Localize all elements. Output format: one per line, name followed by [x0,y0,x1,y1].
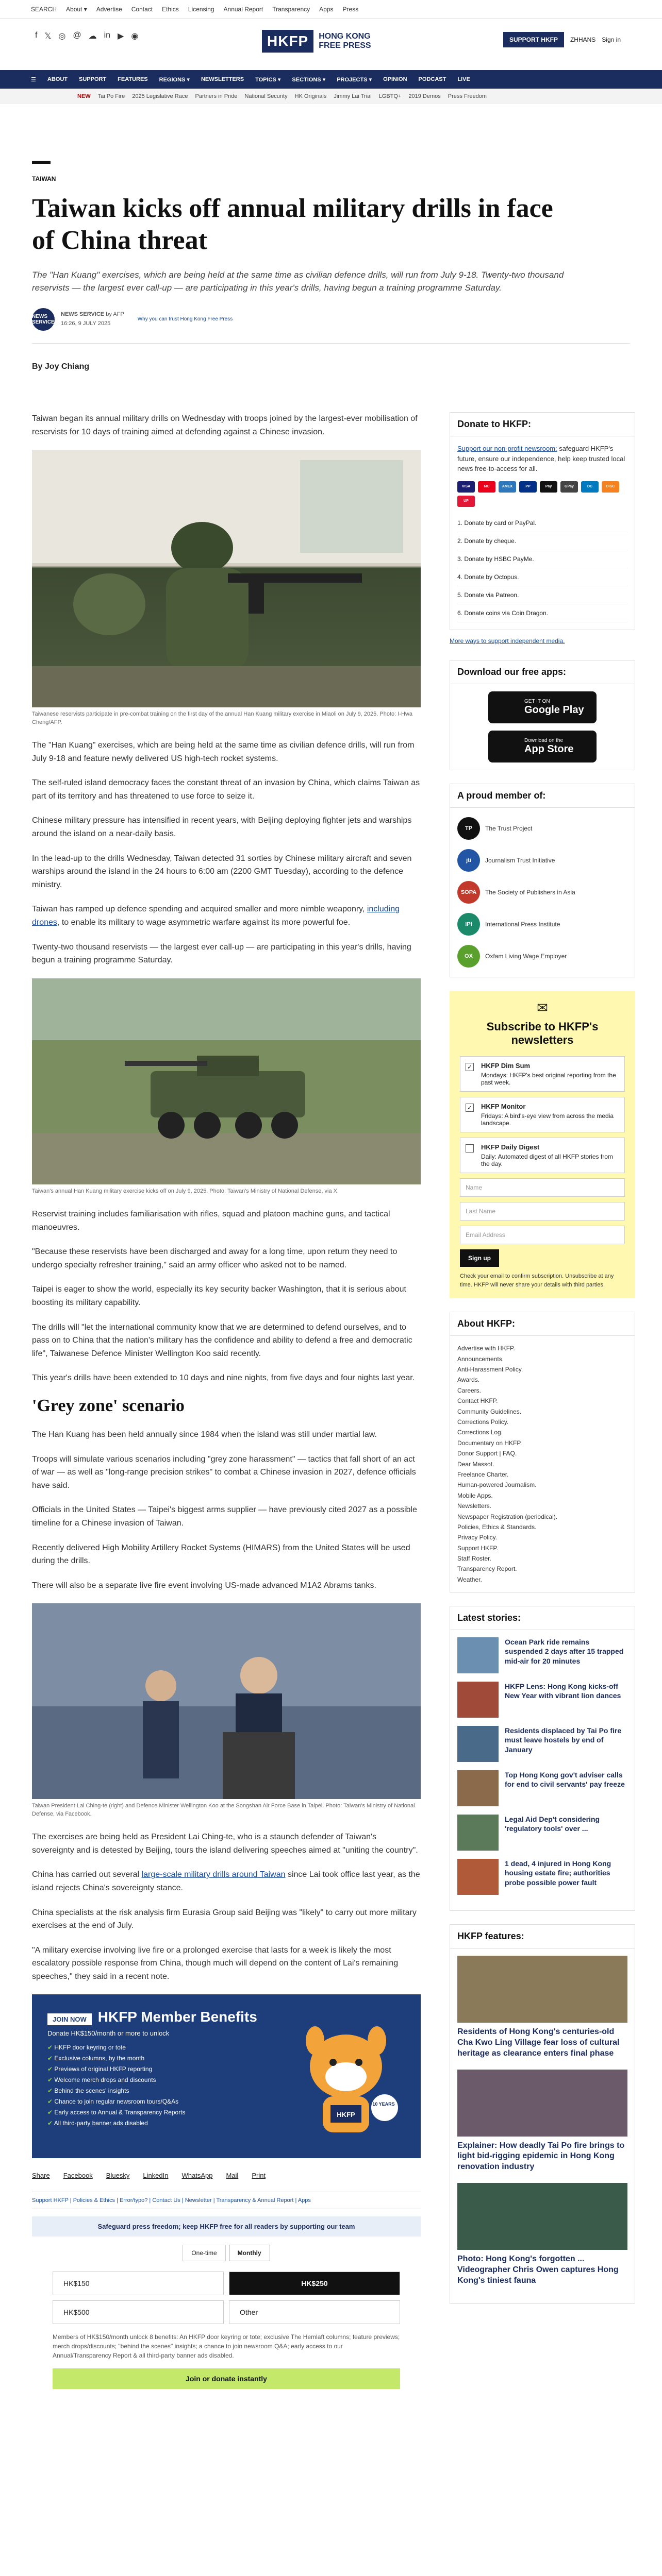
newsletter-note: Check your email to confirm subscription. Unsubscribe at any time. HKFP will never share your details with third parties. [460,1273,614,1288]
donation-method[interactable]: 1. Donate by card or PayPal. [457,514,627,532]
trending-link[interactable]: Jimmy Lai Trial [334,93,372,99]
figure [32,978,421,1195]
about-links [450,1336,635,1592]
about-link[interactable]: Careers. [457,1386,482,1394]
memberships-widget [450,784,635,977]
features-list [450,1948,635,2303]
paragraph: The exercises are being held as President Lai Ching-te, who is a staunch defender of Taiwan's sovereignty and is detested by Beijing, tours the island delivering speeches aimed at "uniting the country". [32,1833,418,1855]
first-name-input[interactable]: Name [460,1178,625,1197]
share-linkedin[interactable]: LinkedIn [143,2172,169,2180]
about-link[interactable]: Dear Massot. [457,1460,494,1468]
press-link[interactable]: Press [342,5,359,13]
benefit-item: ✔ Exclusive columns, by the month [47,2053,405,2064]
about-link[interactable]: Documentary on HKFP. [457,1439,522,1447]
donation-methods [457,514,627,622]
story-thumbnail[interactable] [457,1682,499,1718]
story-thumbnail[interactable] [457,1815,499,1851]
google-pay-icon: GPay [560,481,578,493]
paragraph: The drills will "let the international community know that we are determined to defend ourselves, and to pass on to China that the nation's military has the confidence and ability to defend a free and democratic life", Taiwanese Defence Minister Wellington Koo said recently. [32,1323,412,1358]
story-item[interactable] [457,1726,627,1762]
member-benefits-promo[interactable] [32,1994,421,2158]
gp-label: Google Play [524,704,584,716]
story-item[interactable] [457,1770,627,1806]
facebook-icon[interactable]: f [35,31,38,40]
share-label: Share [32,2172,50,2180]
paragraph: The Han Kuang has been held annually since 1984 when the island was still under martial law. [32,1430,377,1439]
article-meta [32,308,630,344]
figure [32,1603,421,1818]
anniversary-badge: 10 YEARS [372,2102,395,2107]
newsletter-desc: Fridays: A bird's-eye view from across the media landscape. [481,1112,614,1127]
story-thumbnail[interactable] [457,1726,499,1762]
member-item[interactable] [457,849,627,872]
trending-link[interactable]: Press Freedom [448,93,487,99]
about-link[interactable]: Corrections Policy. [457,1418,509,1426]
about-link[interactable]: Anti-Harassment Policy. [457,1366,523,1374]
paragraph: Twenty-two thousand reservists — the largest ever call-up — are participating in this year's drills, having begun a training programme Saturday. [32,942,411,965]
paragraph-text: Taiwan has ramped up defence spending and acquired smaller and more nimble weaponry, [32,905,367,914]
about-link[interactable]: Staff Roster. [457,1555,491,1563]
member-name: International Press Institute [485,920,560,928]
mascot-illustration [292,2020,400,2139]
about-link[interactable]: Corrections Log. [457,1429,503,1436]
benefit-item: ✔ Previews of original HKFP reporting [47,2064,405,2075]
caption: Taiwan President Lai Ching-te (right) and Defence Minister Wellington Koo at the Songshan Air Force Base in Taipei. Photo: Taiwan's Ministry of National Defense, via Facebook. [32,1803,415,1817]
military-drills-link[interactable]: large-scale military drills around Taiwan [141,1870,286,1879]
about-link[interactable]: Weather. [457,1575,482,1583]
ipi-icon: IPI [457,913,480,936]
join-now-badge[interactable]: JOIN NOW [47,2013,92,2025]
trending-link[interactable]: 2019 Demos [408,93,441,99]
story-thumbnail[interactable] [457,1770,499,1806]
benefit-item: ✔ Behind the scenes' insights [47,2086,405,2096]
monthly-option[interactable]: Monthly [229,2245,270,2261]
trust-link[interactable]: Why you can trust Hong Kong Free Press [137,316,233,323]
paragraph [32,903,421,929]
share-bar [32,2172,421,2179]
jti-icon: jti [457,849,480,872]
vehicle-illustration [32,978,421,1184]
president-photo[interactable] [32,1603,421,1799]
podium-illustration [32,1603,421,1799]
apple-pay-icon: Pay [540,481,557,493]
nav-features[interactable]: FEATURES [118,76,148,82]
amount-option-other[interactable]: Other [229,2300,400,2324]
apps-widget [450,660,635,770]
visa-icon: VISA [457,481,475,493]
menu-icon[interactable]: ☰ [31,76,36,83]
tier-note: Members of HK$150/month unlock 8 benefits: An HKFP door keyring or tote; exclusive The Hemlaft columns; feature previews; merch drops/discounts; "behind the scenes" insights; a chance to join newsroom Q&A; early access to our Annual/Transparency Report & all third-party banner ads disabled. [53,2333,400,2360]
feature-image[interactable] [457,1956,627,2023]
widget-title: HKFP features: [450,1925,635,1948]
story-title[interactable]: Legal Aid Dep't considering 'regulatory tools' over ... [505,1815,600,1833]
byline: By Joy Chiang [32,362,90,371]
donation-method[interactable]: 4. Donate by Octopus. [457,568,627,586]
ethics-link[interactable]: Ethics [162,5,179,13]
widget-title: About HKFP: [450,1312,635,1336]
promo-title: HKFP Member Benefits [97,2009,257,2025]
more-ways-link[interactable]: More ways to support independent media. [450,637,565,645]
nav-regions[interactable]: REGIONS ▾ [159,76,190,83]
benefit-item: ✔ Early access to Annual & Transparency Reports [47,2107,405,2118]
unionpay-icon: UP [457,496,475,507]
member-item[interactable] [457,881,627,904]
amount-option[interactable]: HK$150 [53,2272,224,2295]
donate-widget [450,412,635,630]
agency-avatar: NEWS SERVICE [32,308,55,331]
article-header [0,161,662,371]
x-icon[interactable]: 𝕏 [44,32,52,41]
checkbox-icon[interactable] [466,1144,474,1153]
amount-option-selected[interactable]: HK$250 [229,2272,400,2295]
latest-list [450,1630,635,1910]
promo-subtitle: Donate HK$150/month or more to unlock [47,2029,170,2038]
one-time-option[interactable]: One-time [183,2245,225,2261]
safeguard-banner: Safeguard press freedom; keep HKFP free for all readers by supporting our team [32,2216,421,2236]
sidebar [450,412,635,2317]
nav-live[interactable]: LIVE [457,76,470,82]
rss-icon[interactable]: ◉ [131,32,139,41]
support-hkfp-button[interactable]: SUPPORT HKFP [503,32,564,47]
trending-link[interactable]: Partners in Pride [195,93,238,99]
youtube-icon[interactable]: ▶ [118,32,124,41]
widget-title: Latest stories: [450,1606,635,1630]
caption: Taiwanese reservists participate in pre-combat training on the first day of the annual Han Kuang military exercise in Miaoli on July 9, 2025. Photo: I-Hwa Cheng/AFP. [32,711,412,725]
latest-stories-widget [450,1606,635,1911]
publish-date: 16:26, 9 JULY 2025 [61,320,111,327]
newsletter-option[interactable] [460,1138,625,1173]
advertise-link[interactable]: Advertise [96,5,122,13]
armoured-vehicle-photo[interactable] [32,978,421,1184]
as-small: Download on the [524,737,564,743]
benefit-item: ✔ All third-party banner ads disabled [47,2118,405,2129]
nav-opinion[interactable]: OPINION [383,76,407,82]
envelope-icon: ✉ [537,999,548,1015]
feature-title[interactable]: Explainer: How deadly Tai Po fire brings to light bid-rigging epidemic in Hong Kong renovation industry [457,2141,625,2172]
feature-image[interactable] [457,2183,627,2250]
member-name: Journalism Trust Initiative [485,856,555,864]
nav-sections[interactable]: SECTIONS ▾ [292,76,326,83]
trending-link[interactable]: HK Originals [294,93,327,99]
search-link[interactable]: SEARCH [31,5,57,13]
nav-support[interactable]: SUPPORT [78,76,107,82]
nav-newsletters[interactable]: NEWSLETTERS [201,76,244,82]
benefit-item: ✔ Chance to join regular newsroom tours/Q&As [47,2096,405,2107]
newsletter-option[interactable] [460,1056,625,1092]
mastercard-icon: MC [478,481,495,493]
masthead [0,19,662,70]
soldier-illustration [32,450,421,707]
about-link[interactable]: Newsletters. [457,1502,492,1510]
email-input[interactable]: Email Address [460,1226,625,1244]
about-link[interactable]: Transparency Report. [457,1565,517,1573]
member-item[interactable] [457,817,627,840]
main-nav [0,70,662,89]
paragraph: Taipei is eager to show the world, especially its key security backer Washington, that it is serious about boosting its military capability. [32,1285,406,1308]
paragraph: "A military exercise involving live fire or a prolonged exercise that lasts for a week is likely the most escalatory possible response from China, though much will depend on the content of Lai's remaining speeches," they said in a recent note. [32,1945,399,1981]
member-item[interactable] [457,945,627,968]
nonprofit-link[interactable]: Support our non-profit newsroom: [457,445,557,452]
about-link[interactable]: Support HKFP. [457,1544,499,1552]
newsletter-name: HKFP Dim Sum [481,1062,531,1070]
paragraph: China specialists at the risk analysis firm Eurasia Group said Beijing was "likely" to carry out more military exercises at the end of July. [32,1908,417,1930]
paragraph: Chinese military pressure has intensified in recent years, with Beijing deploying fighter jets and warships around the island on a near-daily basis. [32,816,412,838]
paragraph-text: since Lai took office last year, as the island rejects China's sovereignty stance. [32,1870,420,1892]
subheading: 'Grey zone' scenario [32,1396,185,1416]
about-link[interactable]: Donor Support | FAQ. [457,1450,517,1458]
logo-text: HONG KONG FREE PRESS [319,32,371,50]
frequency-toggle [32,2245,421,2261]
trending-link[interactable]: 2025 Legislative Race [132,93,188,99]
oxfam-icon: OX [457,945,480,968]
about-link[interactable]: Advertise with HKFP. [457,1345,515,1352]
sign-up-button[interactable]: Sign up [460,1249,499,1267]
diners-icon: DC [581,481,599,493]
paragraph: Officials in the United States — Taipei's biggest arms supplier — have previously cited 2027 as a possible timeline for a Chinese invasion of Taiwan. [32,1505,417,1528]
member-name: The Society of Publishers in Asia [485,888,575,896]
checkbox-checked-icon[interactable]: ✓ [466,1063,474,1071]
apps-link[interactable]: Apps [319,5,334,13]
features-widget [450,1924,635,2304]
share-whatsapp[interactable]: WhatsApp [181,2172,213,2180]
benefit-item: ✔ HKFP door keyring or tote [47,2042,405,2053]
transparency-link[interactable]: Transparency [272,5,310,13]
nav-topics[interactable]: TOPICS ▾ [255,76,281,83]
paragraph [32,1868,421,1894]
newsletter-title: Subscribe to HKFP's newsletters [486,1020,599,1046]
about-link[interactable]: Contact HKFP. [457,1397,498,1405]
donation-method[interactable]: 6. Donate coins via Coin Dragon. [457,604,627,622]
donation-method[interactable]: 3. Donate by HSBC PayMe. [457,550,627,568]
about-link[interactable]: Mobile Apps. [457,1492,493,1499]
donation-method[interactable]: 2. Donate by cheque. [457,532,627,550]
paragraph: There will also be a separate live fire event involving US-made advanced M1A2 Abrams tanks. [32,1581,376,1590]
nav-projects[interactable]: PROJECTS ▾ [337,76,372,83]
language-switch[interactable]: ZHHANS [570,36,596,43]
agency-label[interactable]: by AFP [106,311,124,318]
paragraph: Reservist training includes familiarisation with rifles, squad and platoon machine guns, and tactical manoeuvres. [32,1210,390,1232]
gp-small: GET IT ON [524,698,550,704]
paragraph: This year's drills have been extended to 10 days and nine nights, from five days and four nights last year. [32,1374,415,1383]
about-link[interactable]: About ▾ [66,5,87,13]
utility-bar [0,0,662,19]
last-name-input[interactable]: Last Name [460,1202,625,1221]
newsletter-desc: Daily: Automated digest of all HKFP stories from the day. [481,1153,613,1168]
paragraph: "Because these reservists have been discharged and away for a long time, upon return they need to undergo specialty refresher training," said an army officer who asked not to be named. [32,1247,398,1269]
instagram-icon[interactable]: ◎ [58,32,66,41]
newsletter-name: HKFP Monitor [481,1103,526,1111]
trending-link[interactable]: Tai Po Fire [97,93,125,99]
google-play-button[interactable] [488,691,597,723]
payment-icons [457,481,627,507]
title-rule [32,161,51,164]
donate-button[interactable]: Join or donate instantly [53,2368,400,2389]
standfirst: The "Han Kuang" exercises, which are being held at the same time as civilian defence drills, will run from July 9-18. Twenty-two thousand reservists — the largest ever call-up — are participating in this year's drills, having begun a training programme Saturday. [32,269,564,293]
bluesky-icon[interactable]: ☁ [88,32,97,41]
article-body [32,412,421,2389]
story-title[interactable]: 1 dead, 4 injured in Hong Kong housing estate fire; authorities probe possible power fault [505,1859,611,1887]
paragraph-text: , to enable its military to wage asymmetric warfare against its more powerful foe. [57,918,351,927]
feature-item[interactable] [457,2070,627,2173]
trending-link[interactable]: LGBTQ+ [378,93,402,99]
story-title[interactable]: HKFP Lens: Hong Kong kicks-off New Year with vibrant lion dances [505,1682,621,1700]
threads-icon[interactable]: @ [73,31,81,40]
article-title: Taiwan kicks off annual military drills in face of China threat [32,194,553,256]
svg-text:HKFP: HKFP [337,2111,355,2119]
about-link[interactable]: Privacy Policy. [457,1534,498,1541]
newsletter-option[interactable] [460,1097,625,1132]
service-label: NEWS SERVICE [61,311,105,318]
site-logo[interactable] [262,30,380,53]
story-title[interactable]: Residents displaced by Tai Po fire must leave hostels by end of January [505,1726,622,1754]
benefit-item: ✔ Welcome merch drops and discounts [47,2075,405,2086]
story-item[interactable] [457,1859,627,1895]
feature-image[interactable] [457,2070,627,2137]
share-print[interactable]: Print [252,2172,266,2180]
checkbox-checked-icon[interactable]: ✓ [466,1104,474,1112]
member-name: Oxfam Living Wage Employer [485,952,567,960]
share-mail[interactable]: Mail [226,2172,239,2180]
about-widget [450,1312,635,1592]
soldier-photo[interactable] [32,450,421,707]
paragraph: The "Han Kuang" exercises, which are being held at the same time as civilian defence drills, will run from July 9-18 and feature newly delivered US high-tech rocket systems. [32,740,415,763]
story-thumbnail[interactable] [457,1859,499,1895]
about-link[interactable]: Newspaper Registration (periodical). [457,1513,558,1520]
app-store-button[interactable] [488,731,597,762]
new-badge: NEW [77,93,91,99]
widget-title: A proud member of: [450,784,635,808]
about-link[interactable]: Freelance Charter. [457,1470,509,1478]
article-footer-links[interactable]: Support HKFP | Policies & Ethics | Error/typo? | Contact Us | Newsletter | Transparency & Annual Report | Apps [32,2192,421,2209]
feature-item[interactable] [457,1956,627,2059]
newsletter-widget [450,991,635,1299]
paragraph: Troops will simulate various scenarios including "grey zone harassment" — tactics that fall short of an act of war — as well as "long-range precision strikes" to combat a Chinese invasion in 2027, defence officials have said. [32,1454,416,1490]
about-link[interactable]: Awards. [457,1376,480,1384]
section-label[interactable]: TAIWAN [32,175,56,182]
donate-text: safeguard HKFP's future, ensure our independence, help keep trusted local news free-to-access for all. [457,445,625,472]
feature-title[interactable]: Photo: Hong Kong's forgotten ... Videographer Chris Owen captures Hong Kong's tiniest fauna [457,2255,619,2285]
feature-item[interactable] [457,2183,627,2286]
paragraph: Recently delivered High Mobility Artillery Rocket Systems (HIMARS) from the United States will be used during the drills. [32,1543,410,1566]
member-item[interactable] [457,913,627,936]
story-thumbnail[interactable] [457,1637,499,1673]
licensing-link[interactable]: Licensing [188,5,214,13]
newsletter-desc: Mondays: HKFP's best original reporting from the past week. [481,1072,616,1087]
annual-report-link[interactable]: Annual Report [223,5,263,13]
widget-title: Download our free apps: [450,660,635,684]
as-label: App Store [524,743,574,755]
caption: Taiwan's annual Han Kuang military exercise kicks off on July 9, 2025. Photo: Taiwan's Ministry of National Defense, via X. [32,1188,339,1194]
about-link[interactable]: Policies, Ethics & Standards. [457,1523,537,1531]
share-bluesky[interactable]: Bluesky [106,2172,130,2180]
feature-title[interactable]: Residents of Hong Kong's centuries-old Cha Kwo Ling Village fear loss of cultural heritage as clearance enters final phase [457,2027,620,2058]
drones-link[interactable]: including drones [32,905,400,927]
trending-bar [0,89,662,104]
social-links [35,31,138,41]
sopa-icon: SOPA [457,881,480,904]
about-link[interactable]: Community Guidelines. [457,1408,522,1415]
paypal-icon: PP [519,481,537,493]
about-link[interactable]: Announcements. [457,1355,504,1363]
sign-in-link[interactable]: Sign in [602,36,621,43]
story-title[interactable]: Top Hong Kong gov't adviser calls for end to civil servants' pay freeze [505,1771,625,1789]
linkedin-icon[interactable]: in [104,31,111,40]
nav-podcast[interactable]: PODCAST [418,76,446,82]
amount-option[interactable]: HK$500 [53,2300,224,2324]
discover-icon: DISC [602,481,619,493]
widget-title: Donate to HKFP: [450,413,635,436]
amount-options [53,2272,400,2324]
paragraph-text: China has carried out several [32,1870,142,1879]
trending-link[interactable]: National Security [244,93,288,99]
logo-mark: HKFP [262,30,313,53]
story-item[interactable] [457,1815,627,1851]
newsletter-name: HKFP Daily Digest [481,1143,540,1151]
contact-link[interactable]: Contact [131,5,153,13]
paragraph: In the lead-up to the drills Wednesday, Taiwan detected 31 sorties by Chinese military aircraft and seven warships around the island in the 24 hours to 6:00 am (2200 GMT Tuesday), according to the defence ministry. [32,854,412,889]
figure [32,450,421,726]
donation-method[interactable]: 5. Donate via Patreon. [457,586,627,604]
story-item[interactable] [457,1682,627,1718]
trust-project-icon: TP [457,817,480,840]
share-facebook[interactable]: Facebook [63,2172,93,2180]
about-link[interactable]: Human-powered Journalism. [457,1481,537,1489]
amex-icon: AMEX [499,481,516,493]
paragraph: The self-ruled island democracy faces the constant threat of an invasion by China, which claims Taiwan as part of its territory and has threatened to use force to seize it. [32,778,420,801]
nav-about[interactable]: ABOUT [47,76,68,82]
paragraph: Taiwan began its annual military drills on Wednesday with troops joined by the largest-ever mobilisation of reservists for 10 days of training aimed at defending against a Chinese invasion. [32,414,418,436]
story-item[interactable] [457,1637,627,1673]
member-name: The Trust Project [485,824,533,832]
story-title[interactable]: Ocean Park ride remains suspended 2 days after 15 trapped mid-air for 20 minutes [505,1638,624,1665]
